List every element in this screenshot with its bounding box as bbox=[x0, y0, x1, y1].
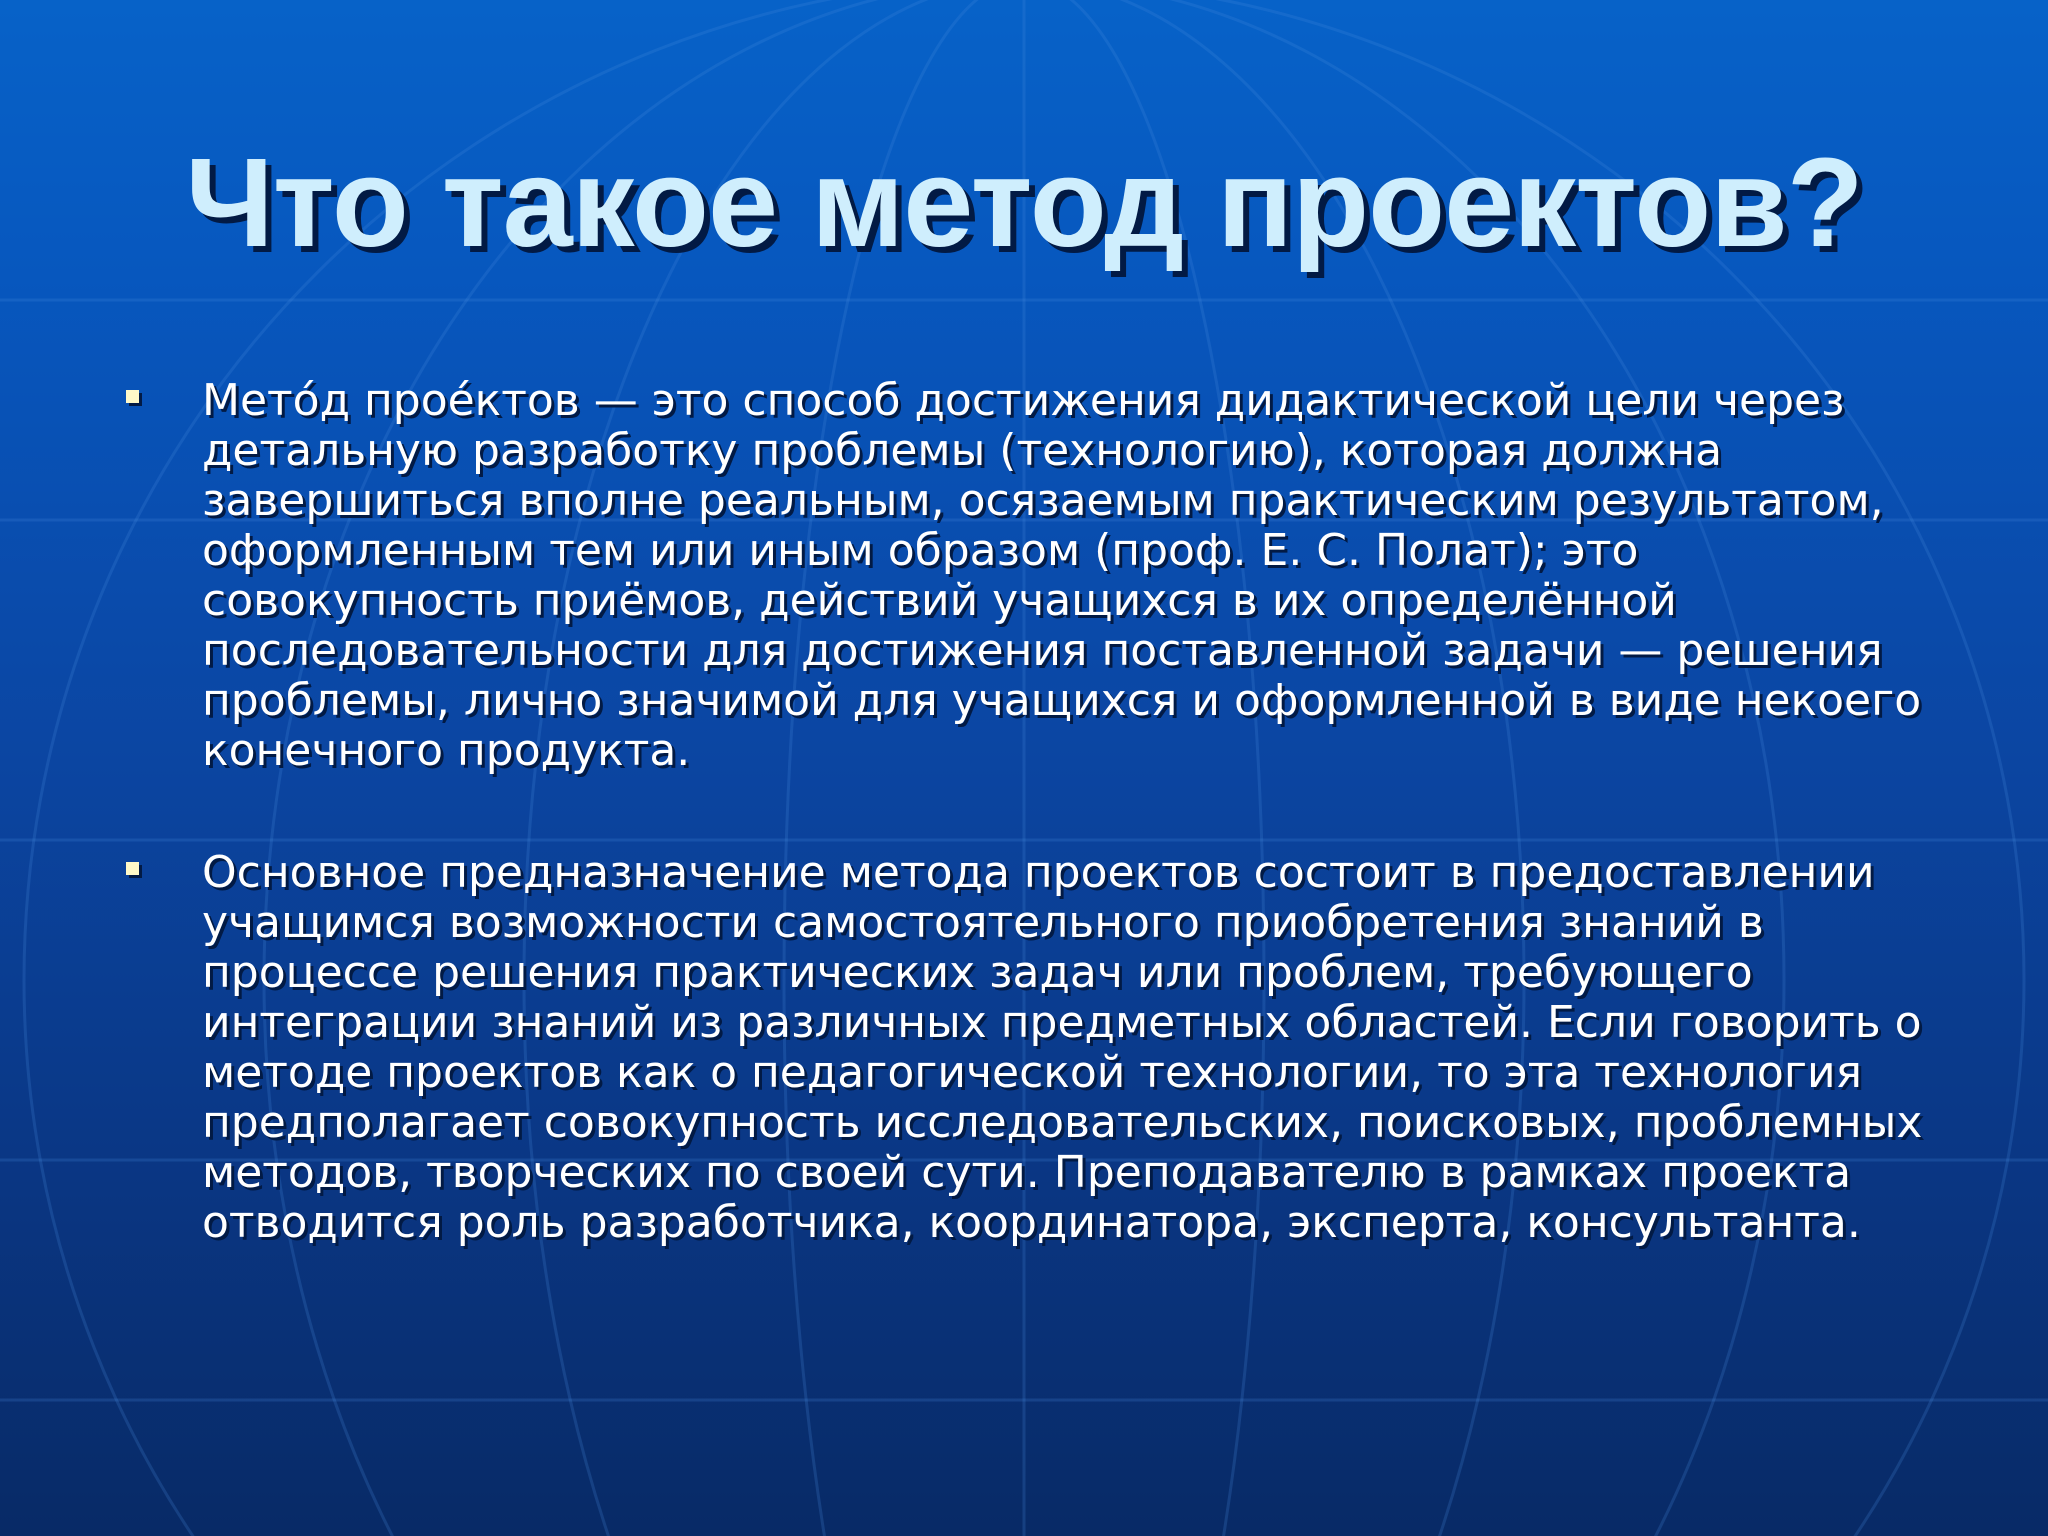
bullet-text: Мето́д прое́ктов — это способ достижения дидактической цели через детальную разработку проблемы (технологию), которая должна завершиться вполне реальным, осязаемым практическим результатом, оформленным тем или иным образом (проф. Е. С. Полат); это совокупность приёмов, действий учащихся в их определённой последовательности для достижения поставленной задачи — решения проблемы, лично значимой для учащихся и оформленной в виде некоего конечного продукта. bbox=[202, 375, 1922, 776]
bullet-item bbox=[122, 376, 1942, 776]
bullet-list bbox=[122, 376, 1942, 1248]
bullet-text: Основное предназначение метода проектов состоит в предоставлении учащимся возможности самостоятельного приобретения знаний в процессе решения практических задач или проблем, требующего интеграции знаний из различных предметных областей. Если говорить о методе проектов как о педагогической технологии, то эта технология предполагает совокупность исследовательских, поисковых, проблемных методов, творческих по своей сути. Преподавателю в рамках проекта отводится роль разработчика, координатора, эксперта, консультанта. bbox=[202, 847, 1923, 1248]
square-bullet-icon bbox=[126, 862, 139, 875]
square-bullet-icon bbox=[126, 390, 139, 403]
slide-title: Что такое метод проектов? bbox=[185, 132, 1863, 273]
bullet-item bbox=[122, 848, 1942, 1248]
